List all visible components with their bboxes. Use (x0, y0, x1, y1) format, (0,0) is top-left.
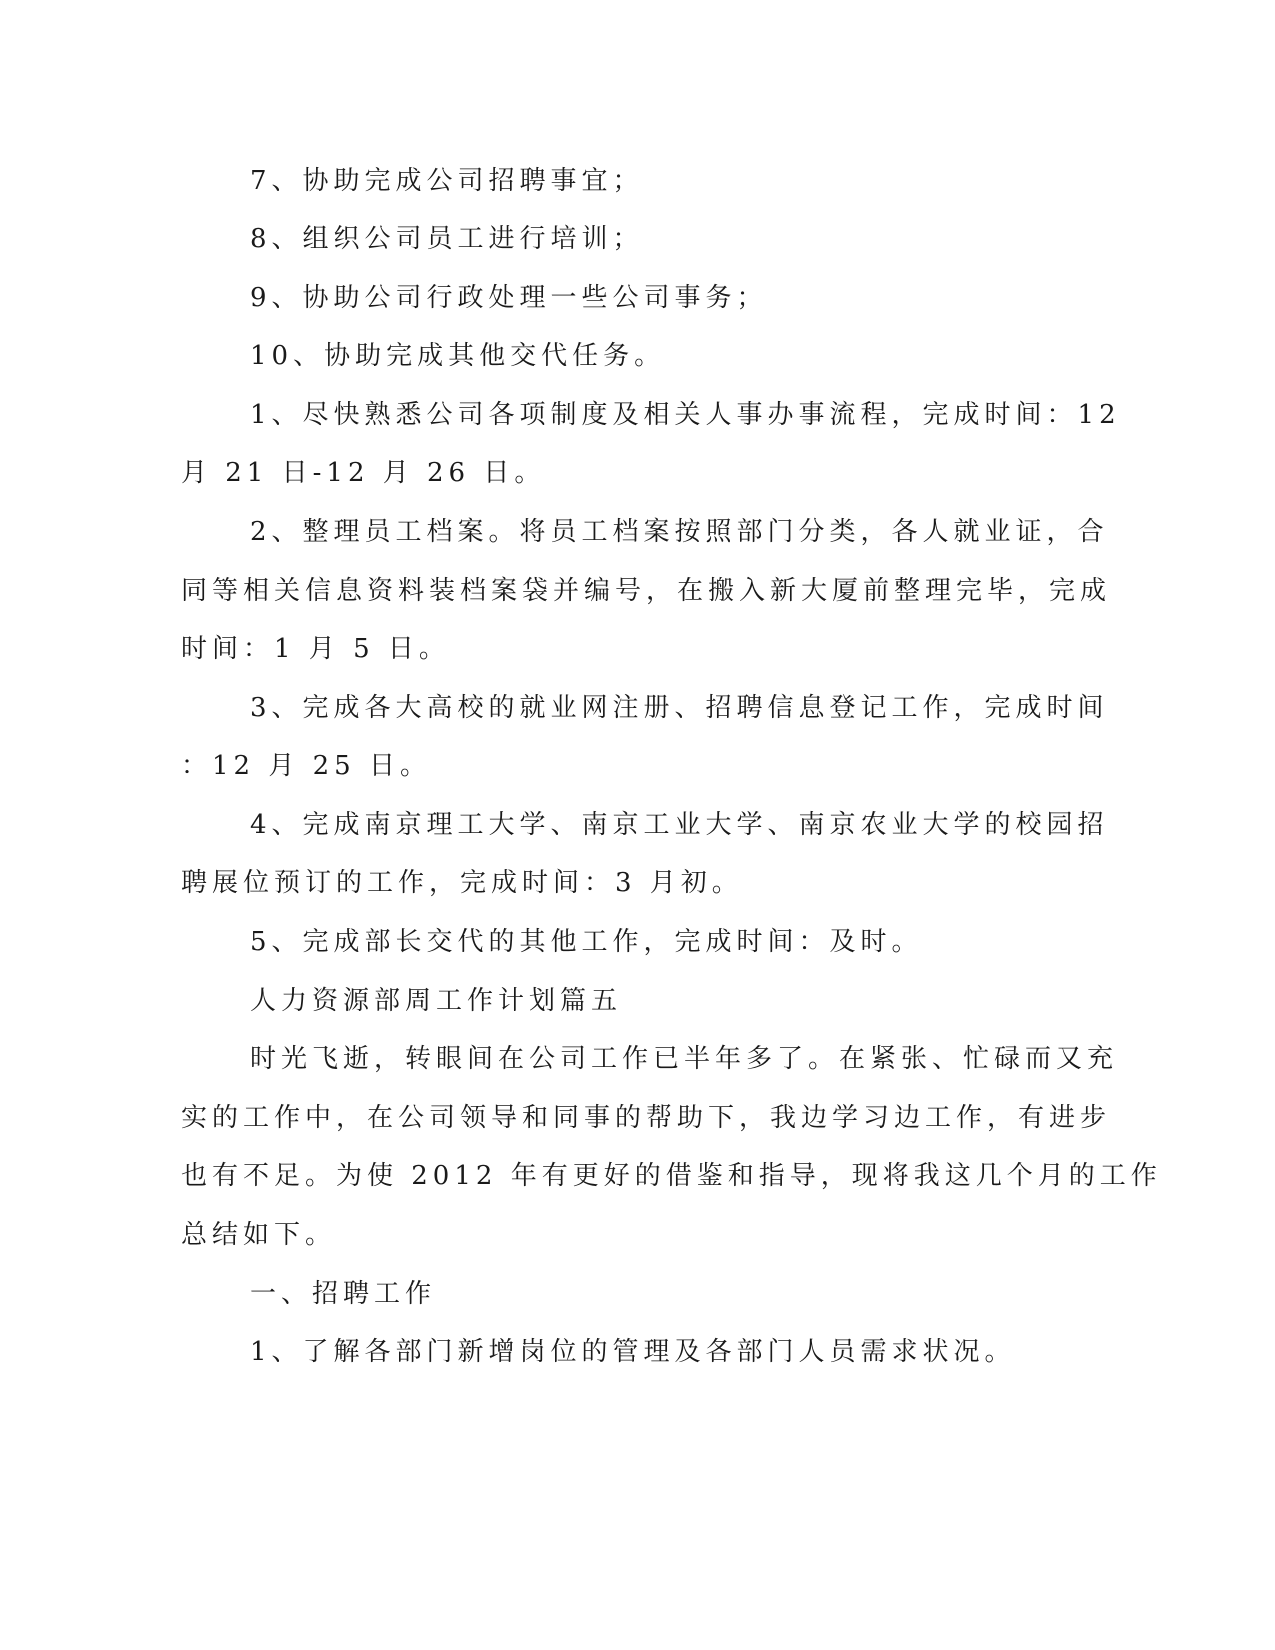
text-line: 8、组织公司员工进行培训； (250, 224, 644, 254)
text-line: ：12 月 25 日。 (181, 751, 431, 781)
text-line: 月 21 日-12 月 26 日。 (181, 458, 546, 488)
text-line: 也有不足。为使 2012 年有更好的借鉴和指导，现将我这几个月的工作 (181, 1161, 1162, 1191)
text-line: 总结如下。 (181, 1220, 337, 1250)
section-heading: 人力资源部周工作计划篇五 (250, 986, 623, 1016)
text-line: 时间：1 月 5 日。 (181, 634, 450, 664)
text-line: 实的工作中，在公司领导和同事的帮助下，我边学习边工作，有进步 (181, 1103, 1112, 1133)
text-line: 4、完成南京理工大学、南京工业大学、南京农业大学的校园招 (250, 810, 1109, 840)
text-line: 同等相关信息资料装档案袋并编号，在搬入新大厦前整理完毕，完成 (181, 576, 1112, 606)
text-line: 9、协助公司行政处理一些公司事务； (250, 283, 768, 313)
text-line: 10、协助完成其他交代任务。 (250, 341, 666, 371)
text-line: 1、了解各部门新增岗位的管理及各部门人员需求状况。 (250, 1337, 1016, 1367)
text-line: 1、尽快熟悉公司各项制度及相关人事办事流程，完成时间：12 (250, 400, 1121, 430)
subsection-heading: 一、招聘工作 (250, 1279, 437, 1309)
text-line: 3、完成各大高校的就业网注册、招聘信息登记工作，完成时间 (250, 693, 1109, 723)
text-line: 时光飞逝，转眼间在公司工作已半年多了。在紧张、忙碌而又充 (250, 1044, 1119, 1074)
text-line: 2、整理员工档案。将员工档案按照部门分类，各人就业证，合 (250, 517, 1109, 547)
text-line: 7、协助完成公司招聘事宜； (250, 166, 644, 196)
text-line: 5、完成部长交代的其他工作，完成时间：及时。 (250, 927, 923, 957)
text-line: 聘展位预订的工作，完成时间：3 月初。 (181, 868, 743, 898)
